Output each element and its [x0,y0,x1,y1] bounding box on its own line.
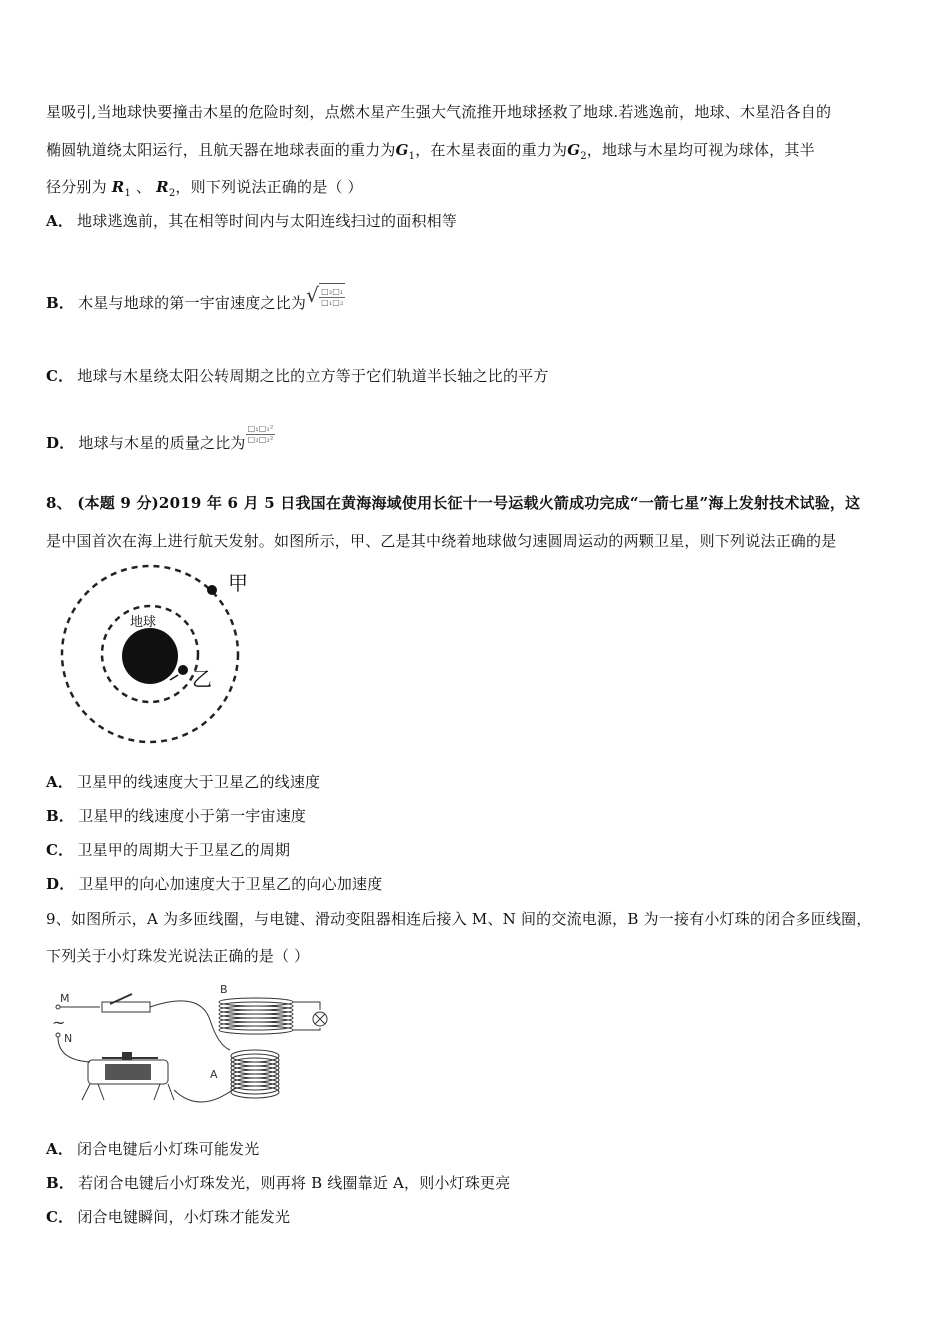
q7-stem-line-3 [46,177,363,204]
q7-stem-text: ，地球与木星均可视为球体，其半 [586,141,815,159]
satellite-yi-icon [178,665,188,675]
satellite-jia-label: 甲 [228,571,248,595]
option-text: 若闭合电键后小灯珠发光，则再将 B 线圈靠近 A，则小灯珠更亮 [78,1174,511,1192]
rheostat-slider [122,1052,132,1060]
subscript: 2 [168,188,176,199]
satellite-yi-label: 乙 [192,667,212,691]
pointer-line [170,675,178,680]
q7-stem-line-2 [46,140,815,167]
terminal-n [56,1033,60,1037]
q7-option-b[interactable] [46,283,345,313]
q7-stem-text: 径分别为 [46,178,107,196]
option-letter: C． [46,1208,74,1226]
fraction-formula [246,424,276,445]
symbol-g: G [567,141,581,159]
fraction-numerator: □₂□₁ [321,286,344,296]
sqrt-formula [306,283,345,308]
fraction-numerator: □₁□₁² [247,424,274,433]
q9-option-b[interactable] [46,1173,510,1193]
satellite-jia-icon [207,585,217,595]
coil-b-icon [219,998,293,1034]
q7-option-c[interactable] [46,366,549,386]
q8-stem-line-1: 8、 (本题 9 分)2019 年 6 月 5 日我国在黄海海域使用长征十一号运载火箭成功完成“一箭七星”海上发射技术试验，这 [46,494,861,512]
option-text: 卫星甲的线速度大于卫星乙的线速度 [77,773,321,791]
fraction-denominator: □₁□₂ [321,297,344,307]
option-letter: B． [46,294,75,312]
option-text: 地球与木星绕太阳公转周期之比的立方等于它们轨道半长轴之比的平方 [77,367,549,385]
coil-a-label: A [210,1068,218,1081]
option-letter: A． [46,1140,74,1158]
q8-stem-line-2: 是中国首次在海上进行航天发射。如图所示，甲、乙是其中绕着地球做匀速圆周运动的两颗卫星，则下列说法正确的是 [46,532,837,550]
coil-b-label: B [220,983,228,996]
option-text: 闭合电键瞬间，小灯珠才能发光 [77,1208,291,1226]
option-text: 地球逃逸前，其在相等时间内与太阳连线扫过的面积相等 [77,212,458,230]
terminal-n-label: N [64,1032,73,1045]
subscript: 2 [580,151,587,162]
q7-stem-text: ，则下列说法正确的是（ ） [175,178,363,196]
earth-icon [122,628,178,684]
q8-option-b[interactable] [46,806,306,826]
q7-stem-text: 椭圆轨道绕太阳运行，且航天器在地球表面的重力为 [46,141,396,159]
q7-stem-text: ，在木星表面的重力为 [415,141,568,159]
symbol-r: R [156,178,169,196]
option-letter: D． [46,875,75,893]
option-letter: D． [46,434,75,452]
option-letter: B． [46,807,75,825]
q8-option-d[interactable] [46,874,382,894]
q9-option-c[interactable] [46,1207,290,1227]
coil-a-icon [231,1050,279,1098]
q9-stem-line-2: 下列关于小灯珠发光说法正确的是（ ） [46,947,310,965]
option-text: 卫星甲的周期大于卫星乙的周期 [77,841,291,859]
q8-option-c[interactable] [46,840,290,860]
option-text: 卫星甲的线速度小于第一宇宙速度 [78,807,307,825]
terminal-m-label: M [60,992,70,1005]
satellite-orbit-diagram [50,560,260,745]
rheostat-coil [105,1064,151,1080]
coil-circuit-diagram [50,980,335,1112]
option-text: 地球与木星的质量之比为 [78,434,246,452]
fraction-denominator: □₂□₂² [247,435,274,444]
option-text: 木星与地球的第一宇宙速度之比为 [78,294,307,312]
subscript: 1 [124,188,132,199]
q9-option-a[interactable] [46,1139,259,1159]
option-letter: A． [46,212,74,230]
option-letter: C． [46,841,74,859]
q7-option-a[interactable] [46,211,457,231]
option-text: 卫星甲的向心加速度大于卫星乙的向心加速度 [78,875,383,893]
q8-option-a[interactable] [46,772,320,792]
option-text: 闭合电键后小灯珠可能发光 [77,1140,260,1158]
q9-stem-line-1: 9、如图所示，A 为多匝线圈，与电键、滑动变阻器相连后接入 M、N 间的交流电源，B 为一接有小灯珠的闭合多匝线圈， [46,910,872,928]
switch-icon [102,1002,150,1012]
earth-label: 地球 [130,615,157,630]
q7-option-d[interactable] [46,424,275,453]
symbol-r: R [111,178,125,196]
option-letter: A． [46,773,74,791]
terminal-m [56,1005,60,1009]
ac-source-icon: ~ [52,1013,66,1032]
q7-stem-line-1: 星吸引,当地球快要撞击木星的危险时刻，点燃木星产生强大气流推开地球拯救了地球.若逃逸前，地球、木星沿各自的 [46,103,832,121]
option-letter: C． [46,367,74,385]
symbol-g: G [395,141,409,159]
option-letter: B． [46,1174,75,1192]
radical-sign: √ [306,283,320,307]
separator: 、 [131,178,152,196]
subscript: 1 [408,151,416,162]
